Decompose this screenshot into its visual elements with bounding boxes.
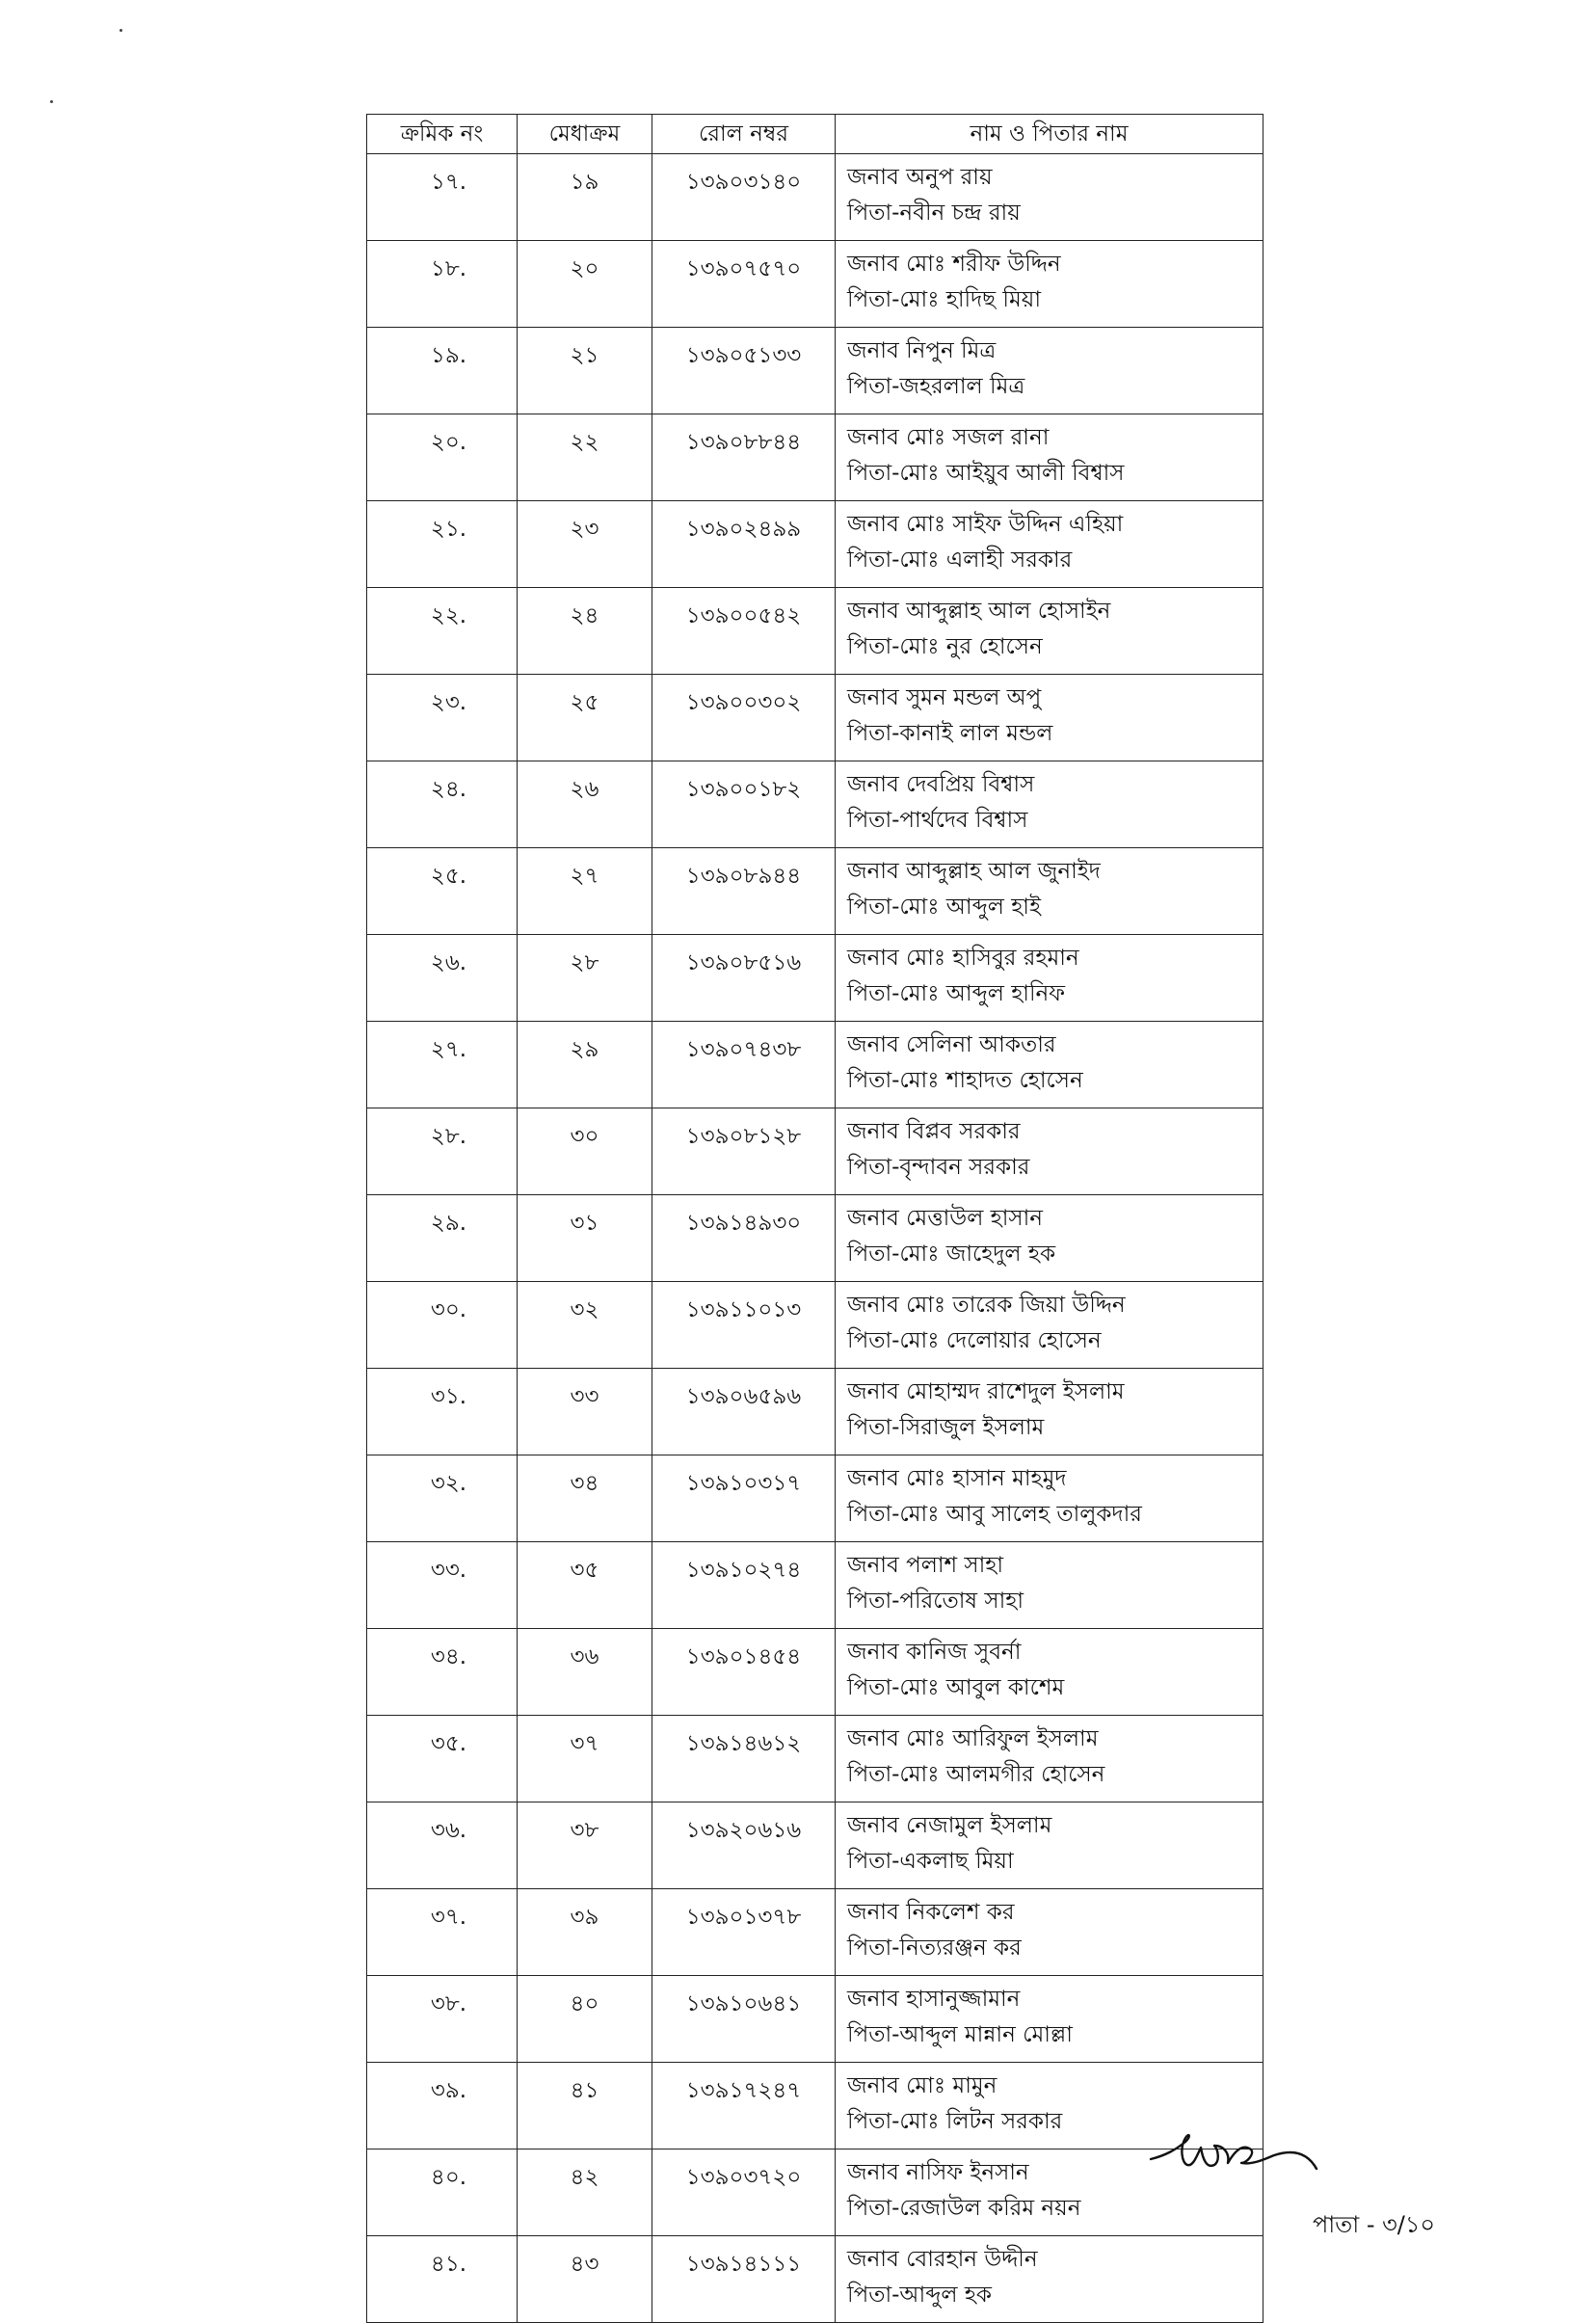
table-row <box>367 1108 1264 1195</box>
serial-cell: ৩৫. <box>367 1716 518 1802</box>
father-name: পিতা-মোঃ জাহেদুল হক <box>847 1242 1056 1267</box>
name-cell <box>836 1629 1264 1716</box>
father-name: পিতা-কানাই লাল মন্ডল <box>847 721 1053 746</box>
header-name: নাম ও পিতার নাম <box>836 115 1264 154</box>
table-row <box>367 848 1264 935</box>
name-cell <box>836 1022 1264 1108</box>
father-name: পিতা-রেজাউল করিম নয়ন <box>847 2196 1081 2221</box>
candidate-name: জনাব অনুপ রায় <box>847 165 993 190</box>
roll-number-cell: ১৩৯০৩৭২০ <box>652 2149 836 2236</box>
serial-cell: ৩৮. <box>367 1976 518 2063</box>
merit-cell: ৩৫ <box>518 1542 652 1629</box>
father-name: পিতা-মোঃ আব্দুল হানিফ <box>847 981 1066 1006</box>
serial-cell: ৪১. <box>367 2236 518 2323</box>
roll-number-cell: ১৩৯২০৬১৬ <box>652 1802 836 1889</box>
merit-cell: ৩৪ <box>518 1455 652 1542</box>
candidate-name: জনাব কানিজ সুবর্না <box>847 1640 1022 1665</box>
candidate-name: জনাব হাসানুজ্জামান <box>847 1987 1021 2012</box>
merit-list-table-container <box>366 114 1263 2323</box>
table-row <box>367 154 1264 241</box>
table-row <box>367 761 1264 848</box>
table-row <box>367 501 1264 588</box>
candidate-name: জনাব মোঃ হাসান মাহমুদ <box>847 1466 1067 1491</box>
candidate-name: জনাব মোঃ আরিফুল ইসলাম <box>847 1726 1099 1751</box>
merit-cell: ৩০ <box>518 1108 652 1195</box>
roll-number-cell: ১৩৯০৩১৪০ <box>652 154 836 241</box>
table-row <box>367 935 1264 1022</box>
name-cell <box>836 935 1264 1022</box>
name-cell <box>836 848 1264 935</box>
merit-cell: ২৯ <box>518 1022 652 1108</box>
scan-speck <box>120 29 122 32</box>
merit-cell: ২৮ <box>518 935 652 1022</box>
merit-list-table <box>366 114 1264 2323</box>
father-name: পিতা-মোঃ এলাহী সরকার <box>847 547 1073 573</box>
merit-cell: ৪০ <box>518 1976 652 2063</box>
father-name: পিতা-নিত্যরঞ্জন কর <box>847 1936 1022 1961</box>
serial-cell: ৩১. <box>367 1369 518 1455</box>
roll-number-cell: ১৩৯০৮৯৪৪ <box>652 848 836 935</box>
table-row <box>367 675 1264 761</box>
roll-number-cell: ১৩৯১১০১৩ <box>652 1282 836 1369</box>
roll-number-cell: ১৩৯০০১৮২ <box>652 761 836 848</box>
merit-cell: ২২ <box>518 414 652 501</box>
merit-cell: ৩১ <box>518 1195 652 1282</box>
roll-number-cell: ১৩৯০১৩৭৮ <box>652 1889 836 1976</box>
candidate-name: জনাব আব্দুল্লাহ আল হোসাইন <box>847 599 1111 624</box>
name-cell <box>836 501 1264 588</box>
serial-cell: ২৪. <box>367 761 518 848</box>
merit-cell: ২৬ <box>518 761 652 848</box>
candidate-name: জনাব বোরহান উদ্দীন <box>847 2247 1038 2272</box>
candidate-name: জনাব মোঃ হাসিবুর রহমান <box>847 946 1079 971</box>
roll-number-cell: ১৩৯১০৬৪১ <box>652 1976 836 2063</box>
father-name: পিতা-বৃন্দাবন সরকার <box>847 1155 1030 1180</box>
candidate-name: জনাব নেজামুল ইসলাম <box>847 1813 1052 1838</box>
candidate-name: জনাব বিপ্লব সরকার <box>847 1119 1021 1144</box>
father-name: পিতা-মোঃ আবু সালেহ তালুকদার <box>847 1502 1142 1527</box>
roll-number-cell: ১৩৯১৭২৪৭ <box>652 2063 836 2149</box>
merit-cell: ২৪ <box>518 588 652 675</box>
serial-cell: ২৭. <box>367 1022 518 1108</box>
merit-cell: ৩৮ <box>518 1802 652 1889</box>
serial-cell: ৩২. <box>367 1455 518 1542</box>
candidate-name: জনাব মোঃ তারেক জিয়া উদ্দিন <box>847 1293 1126 1318</box>
serial-cell: ৩৭. <box>367 1889 518 1976</box>
candidate-name: জনাব মোঃ শরীফ উদ্দিন <box>847 252 1061 277</box>
merit-cell: ৩৭ <box>518 1716 652 1802</box>
serial-cell: ২০. <box>367 414 518 501</box>
roll-number-cell: ১৩৯১০২৭৪ <box>652 1542 836 1629</box>
table-row <box>367 1022 1264 1108</box>
serial-cell: ২৯. <box>367 1195 518 1282</box>
roll-number-cell: ১৩৯০০৫৪২ <box>652 588 836 675</box>
merit-cell: ৩৬ <box>518 1629 652 1716</box>
merit-cell: ২১ <box>518 328 652 414</box>
table-row <box>367 1716 1264 1802</box>
name-cell <box>836 1369 1264 1455</box>
roll-number-cell: ১৩৯১৪৯৩০ <box>652 1195 836 1282</box>
name-cell <box>836 761 1264 848</box>
table-row <box>367 588 1264 675</box>
table-row <box>367 241 1264 328</box>
roll-number-cell: ১৩৯০৭৫৭০ <box>652 241 836 328</box>
father-name: পিতা-পার্থদেব বিশ্বাস <box>847 808 1028 833</box>
father-name: পিতা-নবীন চন্দ্র রায় <box>847 200 1021 226</box>
serial-cell: ২৩. <box>367 675 518 761</box>
candidate-name: জনাব নিকলেশ কর <box>847 1900 1015 1925</box>
table-row <box>367 1629 1264 1716</box>
candidate-name: জনাব সেলিনা আকতার <box>847 1032 1056 1057</box>
merit-cell: ২০ <box>518 241 652 328</box>
candidate-name: জনাব দেবপ্রিয় বিশ্বাস <box>847 772 1035 797</box>
roll-number-cell: ১৩৯০৫১৩৩ <box>652 328 836 414</box>
header-roll: রোল নম্বর <box>652 115 836 154</box>
roll-number-cell: ১৩৯০৬৫৯৬ <box>652 1369 836 1455</box>
father-name: পিতা-পরিতোষ সাহা <box>847 1589 1024 1614</box>
name-cell <box>836 675 1264 761</box>
candidate-name: জনাব নাসিফ ইনসান <box>847 2160 1029 2185</box>
serial-cell: ৩৪. <box>367 1629 518 1716</box>
table-header-row <box>367 115 1264 154</box>
name-cell <box>836 1802 1264 1889</box>
name-cell <box>836 1542 1264 1629</box>
name-cell <box>836 588 1264 675</box>
table-row <box>367 1369 1264 1455</box>
merit-cell: ২৫ <box>518 675 652 761</box>
name-cell <box>836 1108 1264 1195</box>
candidate-name: জনাব মোঃ মামুন <box>847 2073 998 2098</box>
father-name: পিতা-মোঃ নুর হোসেন <box>847 634 1043 659</box>
name-cell <box>836 2236 1264 2323</box>
merit-cell: ২৭ <box>518 848 652 935</box>
roll-number-cell: ১৩৯০৮৮৪৪ <box>652 414 836 501</box>
serial-cell: ৩৬. <box>367 1802 518 1889</box>
table-row <box>367 1195 1264 1282</box>
serial-cell: ২৬. <box>367 935 518 1022</box>
name-cell <box>836 154 1264 241</box>
father-name: পিতা-মোঃ দেলোয়ার হোসেন <box>847 1328 1102 1353</box>
serial-cell: ৪০. <box>367 2149 518 2236</box>
table-row <box>367 1542 1264 1629</box>
roll-number-cell: ১৩৯০৭৪৩৮ <box>652 1022 836 1108</box>
serial-cell: ২৮. <box>367 1108 518 1195</box>
name-cell <box>836 1976 1264 2063</box>
candidate-name: জনাব সুমন মন্ডল অপু <box>847 685 1042 710</box>
merit-cell: ৪১ <box>518 2063 652 2149</box>
table-row <box>367 1455 1264 1542</box>
roll-number-cell: ১৩৯০৮৫১৬ <box>652 935 836 1022</box>
scan-speck <box>50 100 53 103</box>
name-cell <box>836 1889 1264 1976</box>
candidate-name: জনাব মোহাম্মদ রাশেদুল ইসলাম <box>847 1379 1125 1404</box>
candidate-name: জনাব মেত্তাউল হাসান <box>847 1206 1044 1231</box>
father-name: পিতা-আব্দুল হক <box>847 2283 993 2308</box>
candidate-name: জনাব মোঃ সাইফ উদ্দিন এহিয়া <box>847 512 1124 537</box>
merit-cell: ৪৩ <box>518 2236 652 2323</box>
table-row <box>367 328 1264 414</box>
roll-number-cell: ১৩৯১৪১১১ <box>652 2236 836 2323</box>
merit-cell: ৪২ <box>518 2149 652 2236</box>
table-row <box>367 2236 1264 2323</box>
father-name: পিতা-মোঃ আবুল কাশেম <box>847 1675 1065 1700</box>
header-serial: ক্রমিক নং <box>367 115 518 154</box>
father-name: পিতা-মোঃ আব্দুল হাই <box>847 894 1041 920</box>
name-cell <box>836 1455 1264 1542</box>
table-row <box>367 2149 1264 2236</box>
name-cell <box>836 241 1264 328</box>
roll-number-cell: ১৩৯০৮১২৮ <box>652 1108 836 1195</box>
roll-number-cell: ১৩৯১৪৬১২ <box>652 1716 836 1802</box>
father-name: পিতা-মোঃ শাহাদত হোসেন <box>847 1068 1083 1093</box>
table-row <box>367 1282 1264 1369</box>
serial-cell: ৩৯. <box>367 2063 518 2149</box>
roll-number-cell: ১৩৯০০৩০২ <box>652 675 836 761</box>
father-name: পিতা-সিরাজুল ইসলাম <box>847 1415 1045 1440</box>
candidate-name: জনাব মোঃ সজল রানা <box>847 425 1050 450</box>
father-name: পিতা-মোঃ আলমগীর হোসেন <box>847 1762 1105 1787</box>
father-name: পিতা-একলাছ মিয়া <box>847 1849 1014 1874</box>
father-name: পিতা-মোঃ হাদিছ মিয়া <box>847 287 1041 312</box>
roll-number-cell: ১৩৯০২৪৯৯ <box>652 501 836 588</box>
table-row <box>367 1889 1264 1976</box>
name-cell <box>836 328 1264 414</box>
merit-cell: ২৩ <box>518 501 652 588</box>
merit-cell: ১৯ <box>518 154 652 241</box>
serial-cell: ২২. <box>367 588 518 675</box>
serial-cell: ১৭. <box>367 154 518 241</box>
table-row <box>367 1976 1264 2063</box>
candidate-name: জনাব পলাশ সাহা <box>847 1553 1004 1578</box>
table-row <box>367 414 1264 501</box>
merit-cell: ৩২ <box>518 1282 652 1369</box>
name-cell <box>836 1195 1264 1282</box>
serial-cell: ১৮. <box>367 241 518 328</box>
father-name: পিতা-আব্দুল মান্নান মোল্লা <box>847 2022 1073 2047</box>
merit-cell: ৩৩ <box>518 1369 652 1455</box>
merit-cell: ৩৯ <box>518 1889 652 1976</box>
father-name: পিতা-মোঃ লিটন সরকার <box>847 2109 1063 2134</box>
name-cell <box>836 414 1264 501</box>
name-cell <box>836 1282 1264 1369</box>
serial-cell: ৩০. <box>367 1282 518 1369</box>
table-row <box>367 2063 1264 2149</box>
header-merit: মেধাক্রম <box>518 115 652 154</box>
serial-cell: ১৯. <box>367 328 518 414</box>
father-name: পিতা-মোঃ আইয়ুব আলী বিশ্বাস <box>847 461 1125 486</box>
candidate-name: জনাব আব্দুল্লাহ আল জুনাইদ <box>847 859 1101 884</box>
candidate-name: জনাব নিপুন মিত্র <box>847 338 997 363</box>
serial-cell: ২১. <box>367 501 518 588</box>
name-cell <box>836 1716 1264 1802</box>
page-number: পাতা - ৩/১০ <box>1313 2211 1436 2238</box>
roll-number-cell: ১৩৯১০৩১৭ <box>652 1455 836 1542</box>
father-name: পিতা-জহরলাল মিত্র <box>847 374 1025 399</box>
serial-cell: ২৫. <box>367 848 518 935</box>
roll-number-cell: ১৩৯০১৪৫৪ <box>652 1629 836 1716</box>
table-row <box>367 1802 1264 1889</box>
signature <box>1147 2121 1320 2188</box>
serial-cell: ৩৩. <box>367 1542 518 1629</box>
